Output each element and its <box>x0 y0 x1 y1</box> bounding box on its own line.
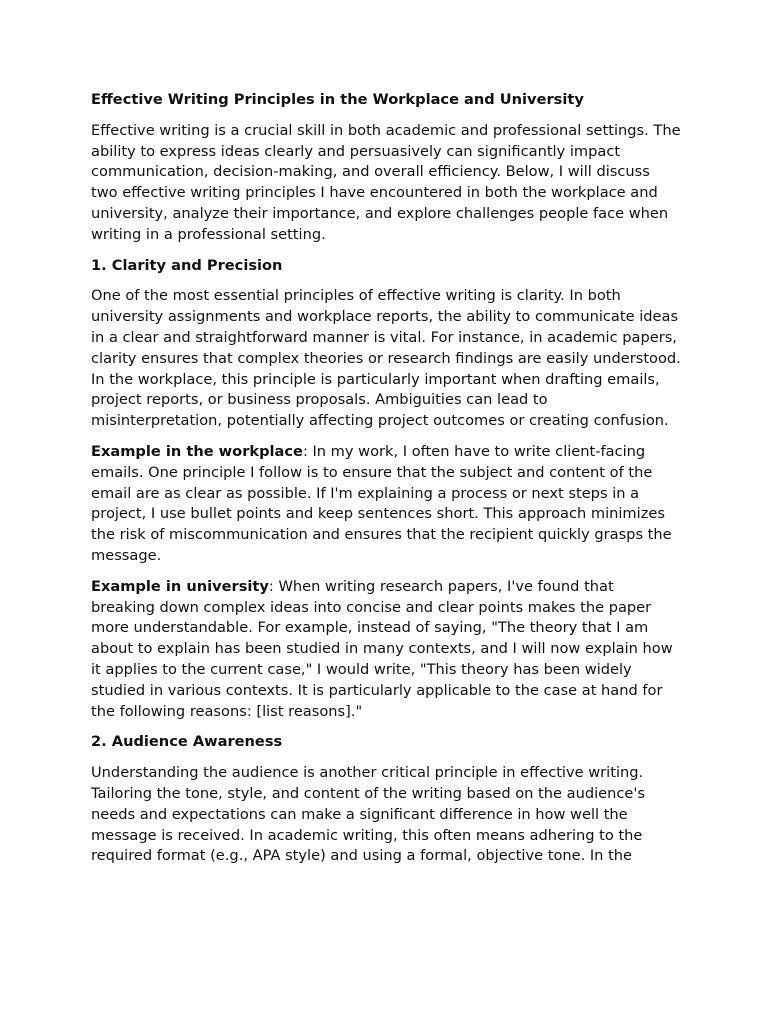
example-university-label: Example in university <box>91 577 269 595</box>
example-workplace-label: Example in the workplace <box>91 442 303 460</box>
example-workplace-paragraph <box>91 442 681 567</box>
example-university-text: : When writing research papers, I've found that breaking down complex ideas into concise and clear points makes the paper more understandable. For example, instead of saying, "The theory that I am about to explain has been studied in many contexts, and I will now explain how it applies to the current case," I would write, "This theory has been widely studied in various contexts. It is particularly applicable to the case at hand for the following reasons: [list reasons]." <box>91 577 673 720</box>
document-title: Effective Writing Principles in the Workplace and University <box>91 91 584 108</box>
intro-paragraph: Effective writing is a crucial skill in both academic and professional settings. The ability to express ideas clearly and persuasively can significantly impact communication, decision-making, and overall efficiency. Below, I will discuss two effective writing principles I have encountered in both the workplace and university, analyze their importance, and explore challenges people face when writing in a professional setting. <box>91 121 681 243</box>
document-body <box>91 90 681 877</box>
example-university-paragraph <box>91 577 681 723</box>
section-heading-audience: 2. Audience Awareness <box>91 733 283 751</box>
section-heading-clarity: 1. Clarity and Precision <box>91 256 283 274</box>
audience-paragraph: Understanding the audience is another critical principle in effective writing. Tailoring the tone, style, and content of the writing based on the audience's needs and expectations can make a significant difference in how well the message is received. In academic writing, this often means adhering to the required format (e.g., APA style) and using a formal, objective tone. In the <box>91 764 645 865</box>
clarity-paragraph: One of the most essential principles of effective writing is clarity. In both university assignments and workplace reports, the ability to communicate ideas in a clear and straightforward manner is vital. For instance, in academic papers, clarity ensures that complex theories or research findings are easily understood. In the workplace, this principle is particularly important when drafting emails, project reports, or business proposals. Ambiguities can lead to misinterpretation, potentially affecting project outcomes or creating confusion. <box>91 287 681 430</box>
example-workplace-text: : In my work, I often have to write client-facing emails. One principle I follow is to ensure that the subject and content of the email are as clear as possible. If I'm explaining a process or next steps in a project, I use bullet points and keep sentences short. This approach minimizes the risk of miscommunication and ensures that the recipient quickly grasps the message. <box>91 442 672 564</box>
